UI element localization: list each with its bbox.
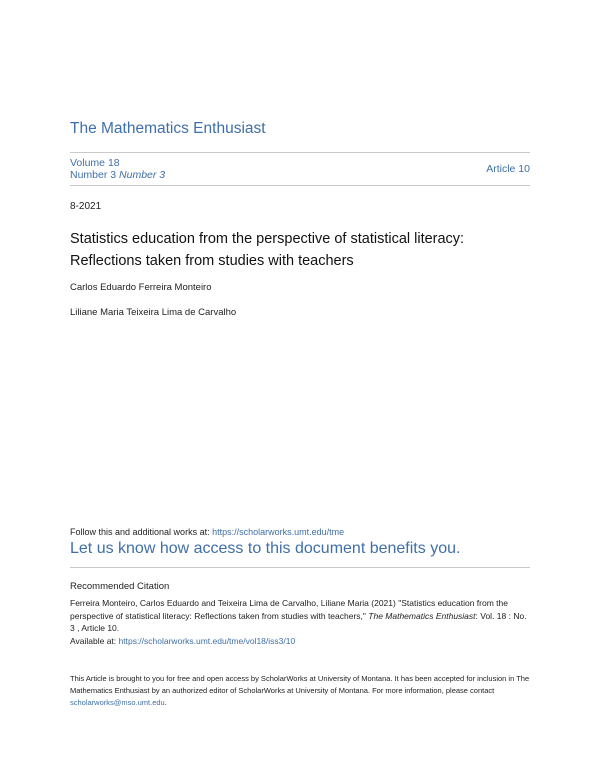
notice-text: This Article is brought to you for free and open access by ScholarWorks at University of Montana. It has been accepted for inclusion in The Mathematics Enthusiast by an authorized editor of ScholarWorks at University of Montana. For more information, please contact [70,674,530,695]
notice-end: . [164,698,167,707]
paper-title [70,228,540,272]
citation-divider [70,567,530,568]
number-italic-link[interactable]: Number 3 [119,169,166,181]
paper-title-line1: Statistics education from the perspective of statistical literacy: [70,231,465,247]
follow-link[interactable]: https://scholarworks.umt.edu/tme [212,527,345,537]
citation-heading: Recommended Citation [70,581,170,592]
follow-line [70,527,344,537]
paper-title-line2: Reflections taken from studies with teachers [70,253,354,269]
issue-info [70,157,165,181]
author-1: Carlos Eduardo Ferreira Monteiro [70,282,212,293]
top-divider [70,152,530,153]
article-link[interactable]: Article 10 [486,163,530,175]
benefits-link[interactable]: Let us know how access to this document benefits you. [70,540,461,557]
issue-divider [70,185,530,186]
number-link[interactable]: Number 3 [70,169,117,181]
publication-date: 8-2021 [70,201,102,212]
contact-email-link[interactable]: scholarworks@mso.umt.edu [70,698,165,707]
journal-title[interactable]: The Mathematics Enthusiast [70,120,266,137]
available-link[interactable]: https://scholarworks.umt.edu/tme/vol18/iss3/10 [118,635,296,646]
citation-text-1: Ferreira Monteiro, Carlos Eduardo and Teixeira Lima de Carvalho, Liliane Maria (2021) "Statistics education from the perspective of statistical literacy: Reflections taken from studies with teachers," [70,598,508,621]
access-notice [70,673,532,709]
follow-label: Follow this and additional works at: [70,527,213,537]
citation-text-2: : Vol. 18 : No. 3 , Article 10. [70,610,527,633]
volume-link[interactable]: Volume 18 [70,157,120,169]
available-label: Available at: [70,635,119,646]
citation-journal: The Mathematics Enthusiast [368,610,476,621]
author-2: Liliane Maria Teixeira Lima de Carvalho [70,307,237,318]
citation-body [70,597,532,647]
number-line [70,169,165,181]
